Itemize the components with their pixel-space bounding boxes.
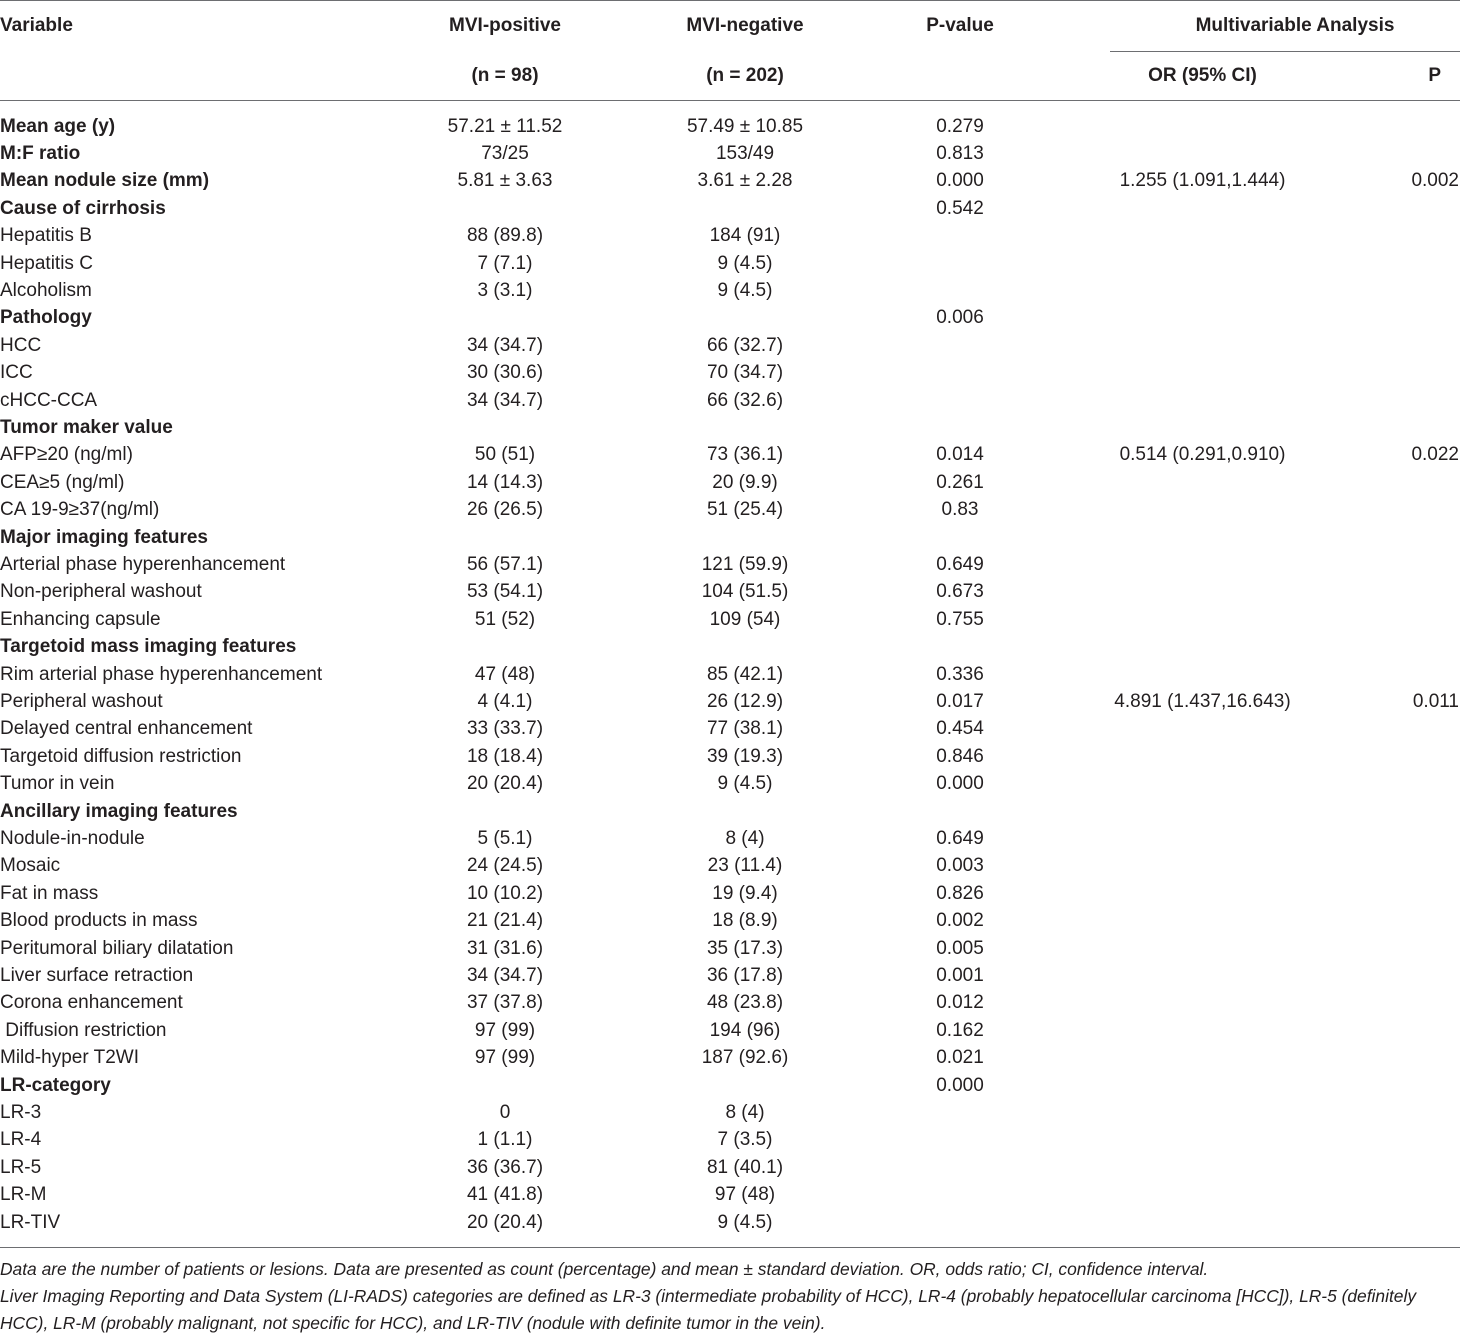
cell-variable: LR-M xyxy=(0,1184,47,1206)
cell-mvi-positive: 3 (3.1) xyxy=(477,279,533,301)
cell-mvi-positive: 34 (34.7) xyxy=(466,389,544,411)
cell-variable: HCC xyxy=(0,334,42,356)
cell-mvi-positive: 4 (4.1) xyxy=(477,690,533,712)
cell-mvi-negative: 39 (19.3) xyxy=(706,745,784,767)
header-variable: Variable xyxy=(0,15,73,36)
cell-mvi-positive: 20 (20.4) xyxy=(466,773,544,795)
cell-mvi-positive: 18 (18.4) xyxy=(466,745,544,767)
cell-mvi-negative: 26 (12.9) xyxy=(706,690,784,712)
cell-mvi-positive: 24 (24.5) xyxy=(466,855,544,877)
table-row xyxy=(0,222,1460,249)
cell-mvi-negative: 57.49 ± 10.85 xyxy=(686,115,804,137)
cell-mvi-positive: 5.81 ± 3.63 xyxy=(457,170,553,192)
cell-p-value: 0.017 xyxy=(936,690,984,712)
footnote-line-2: Liver Imaging Reporting and Data System (LI-RADS) categories are defined as LR-3 (intermediate probability of HCC), LR-4 (probably hepatocellular carcinoma [HCC]), LR-5 (definitely HCC), LR-M (probably malignant, not specific for HCC), and LR-TIV (nodule with definite tumor in the vein). xyxy=(0,1286,1417,1333)
cell-p-value: 0.005 xyxy=(936,937,984,959)
cell-mvi-negative: 104 (51.5) xyxy=(701,581,789,603)
cell-mvi-positive: 56 (57.1) xyxy=(466,553,544,575)
cell-variable: Mean nodule size (mm) xyxy=(0,170,210,192)
table-row xyxy=(0,935,1460,962)
table-row xyxy=(0,1209,1460,1236)
table-group-row xyxy=(0,113,1460,140)
cell-mvi-positive: 10 (10.2) xyxy=(466,882,544,904)
cell-variable: Tumor in vein xyxy=(0,773,115,795)
cell-mvi-negative: 8 (4) xyxy=(725,827,765,849)
table-bottom-rule xyxy=(0,1247,1460,1248)
cell-variable: Rim arterial phase hyperenhancement xyxy=(0,663,323,685)
cell-mvi-negative: 73 (36.1) xyxy=(706,444,784,466)
cell-variable: Non-peripheral washout xyxy=(0,581,202,603)
cell-variable: LR-category xyxy=(0,1074,111,1096)
cell-p-value: 0.336 xyxy=(936,663,984,685)
cell-mvi-positive: 26 (26.5) xyxy=(466,499,544,521)
cell-p-value: 0.649 xyxy=(936,553,984,575)
header-or-ci: OR (95% CI) xyxy=(1148,65,1257,86)
cell-mvi-positive: 97 (99) xyxy=(474,1019,536,1041)
cell-p-value: 0.673 xyxy=(936,581,984,603)
table-row xyxy=(0,907,1460,934)
cell-variable: Arterial phase hyperenhancement xyxy=(0,553,286,575)
cell-multivariable-p: 0.011 xyxy=(1412,690,1459,712)
cell-mvi-negative: 194 (96) xyxy=(709,1019,781,1041)
cell-mvi-positive: 5 (5.1) xyxy=(477,827,533,849)
cell-mvi-negative: 51 (25.4) xyxy=(706,499,784,521)
cell-variable: Hepatitis B xyxy=(0,225,92,247)
cell-variable: AFP≥20 (ng/ml) xyxy=(0,444,133,466)
table-group-row xyxy=(0,167,1460,194)
header-mvi-negative: MVI-negative xyxy=(686,15,804,36)
cell-p-value: 0.649 xyxy=(936,827,984,849)
cell-mvi-negative: 7 (3.5) xyxy=(717,1129,773,1151)
cell-p-value: 0.755 xyxy=(936,608,984,630)
cell-mvi-positive: 14 (14.3) xyxy=(466,471,544,493)
cell-p-value: 0.454 xyxy=(936,718,984,740)
cell-mvi-negative: 109 (54) xyxy=(709,608,781,630)
cell-mvi-negative: 70 (34.7) xyxy=(706,362,784,384)
table-row xyxy=(0,469,1460,496)
cell-multivariable-p: 0.022 xyxy=(1411,444,1459,466)
table-row xyxy=(0,250,1460,277)
cell-or-ci: 1.255 (1.091,1.444) xyxy=(1119,170,1286,192)
cell-mvi-positive: 57.21 ± 11.52 xyxy=(447,115,563,137)
cell-variable: Targetoid mass imaging features xyxy=(0,636,297,658)
cell-variable: LR-3 xyxy=(0,1101,42,1123)
table-row xyxy=(0,825,1460,852)
table-row xyxy=(0,387,1460,414)
cell-variable: M:F ratio xyxy=(0,142,81,164)
table-row xyxy=(0,1017,1460,1044)
cell-mvi-positive: 37 (37.8) xyxy=(466,992,544,1014)
cell-variable: Targetoid diffusion restriction xyxy=(0,745,242,767)
cell-mvi-negative: 23 (11.4) xyxy=(707,855,783,877)
cell-p-value: 0.012 xyxy=(936,992,984,1014)
cell-mvi-positive: 20 (20.4) xyxy=(466,1211,544,1233)
cell-mvi-positive: 30 (30.6) xyxy=(466,362,544,384)
cell-variable: Hepatitis C xyxy=(0,252,93,274)
cell-mvi-negative: 18 (8.9) xyxy=(712,910,778,932)
cell-mvi-negative: 35 (17.3) xyxy=(706,937,784,959)
cell-variable: Liver surface retraction xyxy=(0,964,194,986)
cell-p-value: 0.542 xyxy=(936,197,984,219)
cell-mvi-positive: 50 (51) xyxy=(474,444,536,466)
table-row xyxy=(0,441,1460,468)
cell-mvi-negative: 9 (4.5) xyxy=(717,279,773,301)
cell-p-value: 0.000 xyxy=(936,1074,984,1096)
cell-mvi-positive: 34 (34.7) xyxy=(466,334,544,356)
cell-p-value: 0.002 xyxy=(936,910,984,932)
table-row xyxy=(0,1099,1460,1126)
cell-p-value: 0.83 xyxy=(941,499,979,521)
cell-variable: Major imaging features xyxy=(0,526,208,548)
cell-mvi-positive: 1 (1.1) xyxy=(477,1129,533,1151)
cell-variable: Enhancing capsule xyxy=(0,608,161,630)
table-group-row xyxy=(0,414,1460,441)
cell-variable: Alcoholism xyxy=(0,279,92,301)
cell-variable: Nodule-in-nodule xyxy=(0,827,145,849)
table-row xyxy=(0,1126,1460,1153)
cell-mvi-negative: 66 (32.6) xyxy=(706,389,784,411)
table-row xyxy=(0,880,1460,907)
cell-variable: Peripheral washout xyxy=(0,690,163,712)
cell-mvi-positive: 51 (52) xyxy=(474,608,536,630)
table-row xyxy=(0,1154,1460,1181)
cell-variable: Tumor maker value xyxy=(0,416,173,438)
cell-p-value: 0.162 xyxy=(936,1019,984,1041)
header-bottom-rule xyxy=(0,100,1460,101)
cell-p-value: 0.021 xyxy=(936,1047,984,1069)
table-row xyxy=(0,277,1460,304)
table-group-row xyxy=(0,1072,1460,1099)
table-row xyxy=(0,688,1460,715)
header-p-value: P-value xyxy=(926,15,994,36)
table-row xyxy=(0,852,1460,879)
header-multivariable-analysis: Multivariable Analysis xyxy=(1195,15,1395,36)
cell-mvi-negative: 9 (4.5) xyxy=(717,252,773,274)
table-row xyxy=(0,606,1460,633)
cell-mvi-negative: 77 (38.1) xyxy=(706,718,784,740)
top-rule xyxy=(0,0,1460,1)
table-group-row xyxy=(0,798,1460,825)
cell-mvi-negative: 20 (9.9) xyxy=(712,471,778,493)
table-row xyxy=(0,496,1460,523)
cell-variable: CEA≥5 (ng/ml) xyxy=(0,471,125,493)
table-row xyxy=(0,770,1460,797)
cell-variable: LR-4 xyxy=(0,1129,42,1151)
cell-p-value: 0.279 xyxy=(936,115,984,137)
cell-mvi-positive: 53 (54.1) xyxy=(466,581,544,603)
table-row xyxy=(0,359,1460,386)
cell-mvi-positive: 34 (34.7) xyxy=(466,964,544,986)
cell-mvi-positive: 88 (89.8) xyxy=(466,225,544,247)
header-mvi-negative-n: (n = 202) xyxy=(706,65,784,86)
cell-mvi-negative: 184 (91) xyxy=(709,225,781,247)
cell-mvi-negative: 19 (9.4) xyxy=(712,882,778,904)
cell-mvi-negative: 153/49 xyxy=(715,142,775,164)
cell-p-value: 0.846 xyxy=(936,745,984,767)
cell-mvi-negative: 85 (42.1) xyxy=(706,663,784,685)
header-mvi-positive-n: (n = 98) xyxy=(471,65,539,86)
cell-mvi-positive: 41 (41.8) xyxy=(466,1184,544,1206)
table-row xyxy=(0,743,1460,770)
cell-variable: Peritumoral biliary dilatation xyxy=(0,937,234,959)
cell-mvi-positive: 33 (33.7) xyxy=(466,718,544,740)
cell-p-value: 0.003 xyxy=(936,855,984,877)
cell-variable: LR-5 xyxy=(0,1156,42,1178)
cell-or-ci: 0.514 (0.291,0.910) xyxy=(1119,444,1286,466)
cell-mvi-negative: 36 (17.8) xyxy=(706,964,784,986)
multivariable-rule xyxy=(1110,51,1460,52)
cell-variable: LR-TIV xyxy=(0,1211,61,1233)
table-footnote xyxy=(0,1256,1460,1337)
cell-variable: Mosaic xyxy=(0,855,61,877)
cell-variable: Pathology xyxy=(0,307,92,329)
cell-p-value: 0.826 xyxy=(936,882,984,904)
cell-variable: Blood products in mass xyxy=(0,910,198,932)
cell-p-value: 0.006 xyxy=(936,307,984,329)
table-row xyxy=(0,962,1460,989)
table-row xyxy=(0,1181,1460,1208)
table-group-row xyxy=(0,140,1460,167)
cell-mvi-negative: 66 (32.7) xyxy=(706,334,784,356)
cell-mvi-negative: 48 (23.8) xyxy=(706,992,784,1014)
cell-mvi-positive: 21 (21.4) xyxy=(466,910,544,932)
cell-variable: ICC xyxy=(0,362,33,384)
cell-mvi-positive: 0 xyxy=(499,1101,511,1123)
table-row xyxy=(0,715,1460,742)
cell-mvi-negative: 9 (4.5) xyxy=(717,773,773,795)
cell-variable: Mild-hyper T2WI xyxy=(0,1047,140,1069)
table-group-row xyxy=(0,195,1460,222)
table-row xyxy=(0,1044,1460,1071)
header-multivariable-p: P xyxy=(1428,65,1441,86)
cell-mvi-positive: 7 (7.1) xyxy=(477,252,533,274)
table-row xyxy=(0,989,1460,1016)
table-row xyxy=(0,661,1460,688)
cell-p-value: 0.001 xyxy=(936,964,984,986)
cell-p-value: 0.813 xyxy=(936,142,984,164)
footnote-line-1: Data are the number of patients or lesions. Data are presented as count (percentage) and mean ± standard deviation. OR, odds ratio; CI, confidence interval. xyxy=(0,1259,1209,1279)
table-row xyxy=(0,332,1460,359)
cell-mvi-negative: 9 (4.5) xyxy=(717,1211,773,1233)
cell-variable: cHCC-CCA xyxy=(0,389,98,411)
header-mvi-positive: MVI-positive xyxy=(449,15,561,36)
cell-mvi-negative: 97 (48) xyxy=(714,1184,776,1206)
cell-mvi-positive: 36 (36.7) xyxy=(466,1156,544,1178)
cell-mvi-negative: 81 (40.1) xyxy=(706,1156,784,1178)
cell-variable: Mean age (y) xyxy=(0,115,116,137)
cell-variable: CA 19-9≥37(ng/ml) xyxy=(0,499,160,521)
cell-variable: Corona enhancement xyxy=(0,992,183,1014)
cell-p-value: 0.261 xyxy=(936,471,984,493)
cell-variable: Fat in mass xyxy=(0,882,99,904)
cell-mvi-positive: 47 (48) xyxy=(474,663,536,685)
table-row xyxy=(0,551,1460,578)
cell-variable: Ancillary imaging features xyxy=(0,800,238,822)
cell-mvi-positive: 31 (31.6) xyxy=(466,937,544,959)
table-group-row xyxy=(0,524,1460,551)
cell-variable: Diffusion restriction xyxy=(0,1019,167,1041)
table-group-row xyxy=(0,304,1460,331)
table-group-row xyxy=(0,633,1460,660)
cell-mvi-negative: 121 (59.9) xyxy=(701,553,789,575)
cell-p-value: 0.000 xyxy=(936,170,984,192)
cell-p-value: 0.014 xyxy=(936,444,984,466)
cell-mvi-negative: 3.61 ± 2.28 xyxy=(697,170,793,192)
cell-mvi-negative: 8 (4) xyxy=(725,1101,765,1123)
cell-mvi-positive: 73/25 xyxy=(481,142,529,164)
cell-mvi-negative: 187 (92.6) xyxy=(701,1047,789,1069)
cell-mvi-positive: 97 (99) xyxy=(474,1047,536,1069)
cell-variable: Cause of cirrhosis xyxy=(0,197,166,219)
cell-variable: Delayed central enhancement xyxy=(0,718,253,740)
table-row xyxy=(0,578,1460,605)
cell-p-value: 0.000 xyxy=(936,773,984,795)
cell-multivariable-p: 0.002 xyxy=(1411,170,1459,192)
cell-or-ci: 4.891 (1.437,16.643) xyxy=(1114,690,1291,712)
